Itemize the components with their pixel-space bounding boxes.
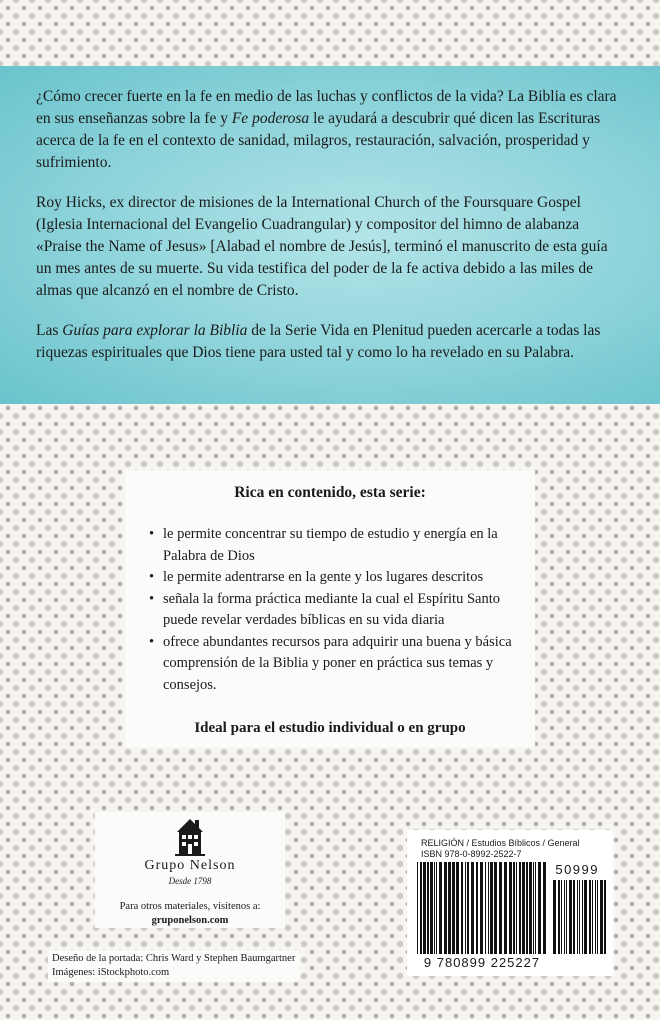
barcode-bar	[490, 862, 493, 954]
description-paragraph-2: Roy Hicks, ex director de misiones de la International Church of the Foursquare Gospel (Iglesia Internacional del Evangelio Cuadrangular) y compositor del himno de alabanza «Praise the Name of Jesus» [Alabad el nombre de Jesús], terminó el manuscrito de esta guía un mes antes de su muerte. Su vida testifica del poder de la fe activa debido a las miles de almas que alcanzó en el nombre de Cristo.	[36, 194, 608, 299]
publisher-name: Grupo Nelson	[144, 858, 236, 873]
publisher-since: Desde 1798	[168, 876, 212, 886]
cover-design-credit: Deseño de la portada: Chris Ward y Stephen Baumgartner	[52, 953, 296, 964]
barcode-bar	[444, 862, 447, 954]
list-item: • le permite concentrar su tiempo de estudio y energía en la Palabra de Dios	[149, 524, 535, 567]
barcode-bar	[436, 862, 437, 954]
description-paragraph-1: ¿Cómo crecer fuerte en la fe en medio de las luchas y conflictos de la vida? La Biblia es clara en sus enseñanzas sobre la fe y Fe poderosa le ayudará a descubrir qué dicen las Escrituras acerca de la fe en el contexto de sanidad, milagros, restauración, salvación, prosperidad y sufrimiento.	[36, 88, 617, 171]
barcode-bar	[513, 862, 515, 954]
barcode-bar	[573, 880, 575, 954]
publisher-block	[95, 812, 285, 928]
barcode-ean-number: 9 780899 225227	[423, 955, 541, 970]
barcode-addon-bars	[553, 880, 609, 954]
barcode-bar	[434, 862, 435, 954]
list-item: • ofrece abundantes recursos para adquirir una buena y básica comprensión de la Biblia y poner en práctica sus temas y consejos.	[149, 632, 535, 697]
barcode-bar	[529, 862, 532, 954]
list-item: • señala la forma práctica mediante la cual el Espíritu Santo puede revelar verdades bíblicas en su vida diaria	[149, 589, 535, 632]
barcode-bar	[519, 862, 521, 954]
barcode-isbn: ISBN 978-0-8992-2522-7	[421, 849, 522, 859]
barcode-bar	[526, 862, 528, 954]
barcode-bar	[452, 862, 455, 954]
credits	[48, 950, 299, 982]
barcode-bar	[543, 862, 546, 954]
barcode-bar	[561, 880, 562, 954]
barcode-main-bars	[417, 862, 547, 954]
barcode-bar	[448, 862, 451, 954]
barcode-bar	[579, 880, 580, 954]
visit-text: Para otros materiales, visítenos a:	[119, 901, 261, 912]
barcode-bar	[595, 880, 596, 954]
barcode-bar	[569, 880, 572, 954]
barcode-bar	[604, 880, 606, 954]
description-paragraph-3: Las Guías para explorar la Biblia de la Serie Vida en Plenitud pueden acercarle a todas las riquezas espirituales que Dios tiene para usted tal y como lo ha revelado en su Palabra.	[36, 322, 601, 361]
house-logo-icon	[173, 816, 207, 856]
barcode-bar	[476, 862, 478, 954]
features-list	[125, 524, 535, 696]
barcode-category: RELIGIÓN / Estudios Bíblicos / General	[421, 838, 580, 848]
barcode-bar	[465, 862, 466, 954]
barcode-bar	[558, 880, 560, 954]
barcode-bar	[456, 862, 459, 954]
barcode-bar	[589, 880, 591, 954]
barcode-bar	[430, 862, 433, 954]
barcode-bar	[467, 862, 469, 954]
barcode-bar	[582, 880, 583, 954]
barcode-bar	[509, 862, 512, 954]
barcode-bar	[566, 880, 567, 954]
barcode-bar	[417, 862, 418, 954]
barcode-box	[407, 830, 613, 976]
features-closing: Ideal para el estudio individual o en grupo	[194, 720, 466, 736]
barcode-bar	[423, 862, 426, 954]
barcode-bar	[577, 880, 578, 954]
barcode-bar	[480, 862, 483, 954]
barcode-bar	[485, 862, 486, 954]
list-item: • le permite adentrarse en la gente y los lugares descritos	[149, 567, 535, 589]
barcode-bar	[439, 862, 442, 954]
barcode-bar	[600, 880, 603, 954]
description-band	[0, 66, 660, 404]
barcode-bar	[516, 862, 517, 954]
barcode-bar	[471, 862, 474, 954]
features-panel	[125, 470, 535, 747]
features-heading: Rica en contenido, esta serie:	[234, 484, 426, 501]
barcode-bar	[488, 862, 489, 954]
barcode-bar	[427, 862, 429, 954]
publisher-visit	[95, 900, 285, 928]
barcode-bar	[535, 862, 536, 954]
barcode-bar	[461, 862, 463, 954]
barcode-bar	[420, 862, 422, 954]
barcode-bar	[504, 862, 507, 954]
barcode-bar	[499, 862, 502, 954]
barcode-price-code: 50999	[555, 862, 599, 877]
barcode-bar	[597, 880, 598, 954]
barcode-bar	[533, 862, 534, 954]
images-credit: Imágenes: iStockphoto.com	[52, 967, 170, 978]
publisher-website: gruponelson.com	[151, 915, 229, 926]
barcode-bar	[522, 862, 525, 954]
barcode-bar	[553, 880, 556, 954]
barcode-bar	[592, 880, 593, 954]
barcode-bar	[564, 880, 565, 954]
barcode-bar	[584, 880, 587, 954]
barcode-bar	[538, 862, 541, 954]
barcode-bar	[494, 862, 497, 954]
